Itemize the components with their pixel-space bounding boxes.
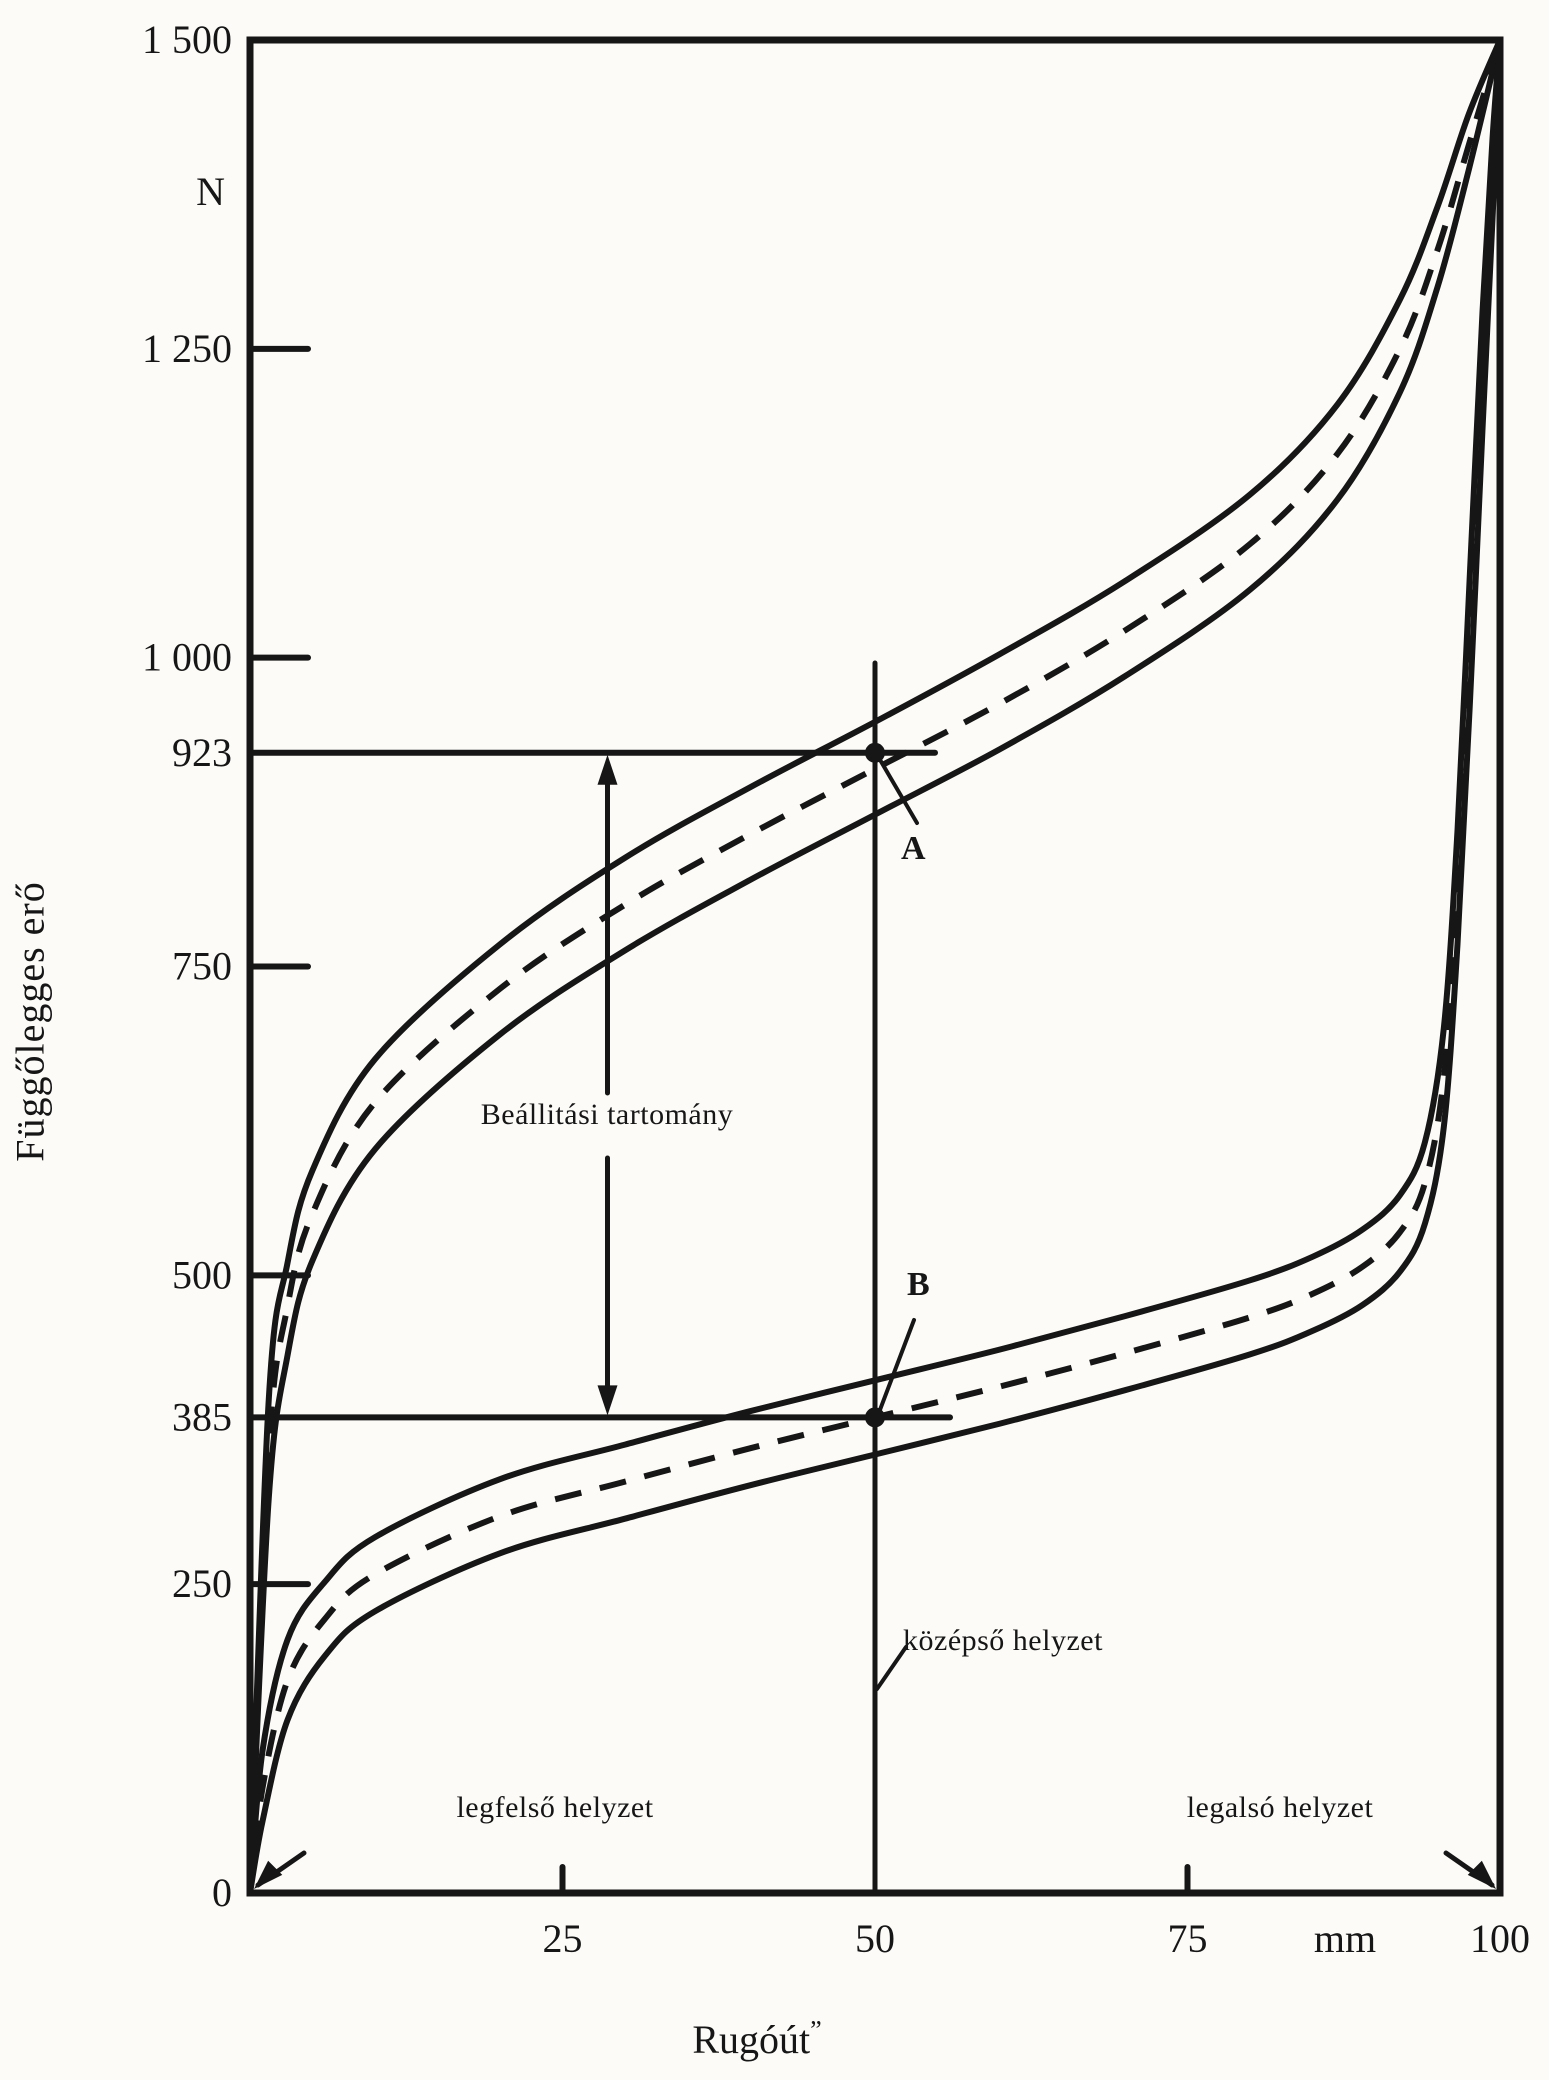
x-axis-title <box>607 2016 907 2063</box>
middle-position-label: középső helyzet <box>903 1624 1103 1657</box>
bottom-position-label: legalsó helyzet <box>1186 1791 1374 1824</box>
top-position-label: legfelső helyzet <box>456 1791 654 1824</box>
point-b-label: B <box>907 1266 930 1303</box>
adjustment-range-label: Beállitási tartomány <box>480 1098 734 1131</box>
y-tick-label-385: 385 <box>172 1394 232 1440</box>
x-axis-unit-label: mm <box>1313 1916 1377 1961</box>
point-a-label: A <box>901 830 926 867</box>
y-tick-label-1500: 1 500 <box>142 17 232 62</box>
middle-position-leader <box>877 1647 906 1689</box>
x-tick-label-75: 75 <box>1167 1916 1208 1961</box>
y-tick-label-1000: 1 000 <box>142 634 232 680</box>
point-a-leader <box>880 760 917 823</box>
x-axis-title-text: Rugóút <box>692 2017 811 2062</box>
x-axis-title-quote: ” <box>810 2015 822 2045</box>
y-tick-label-500: 500 <box>172 1252 232 1298</box>
y-tick-label-1250: 1 250 <box>142 325 232 371</box>
y-axis-unit-label: N <box>196 169 225 214</box>
y-tick-label-250: 250 <box>172 1561 232 1607</box>
x-tick-label-50: 50 <box>855 1916 895 1961</box>
y-tick-label-923: 923 <box>172 729 232 775</box>
y-axis-title: Függőlegges erő <box>7 881 53 1162</box>
range-arrow-head-down <box>598 1385 618 1415</box>
x-tick-label-100: 100 <box>1470 1916 1530 1961</box>
point-b-dot <box>865 1407 885 1427</box>
range-arrow-head-up <box>598 755 618 785</box>
y-tick-label-0: 0 <box>212 1870 232 1915</box>
y-tick-label-750: 750 <box>172 943 232 989</box>
point-b-leader <box>879 1320 914 1412</box>
x-tick-label-25: 25 <box>542 1916 583 1961</box>
